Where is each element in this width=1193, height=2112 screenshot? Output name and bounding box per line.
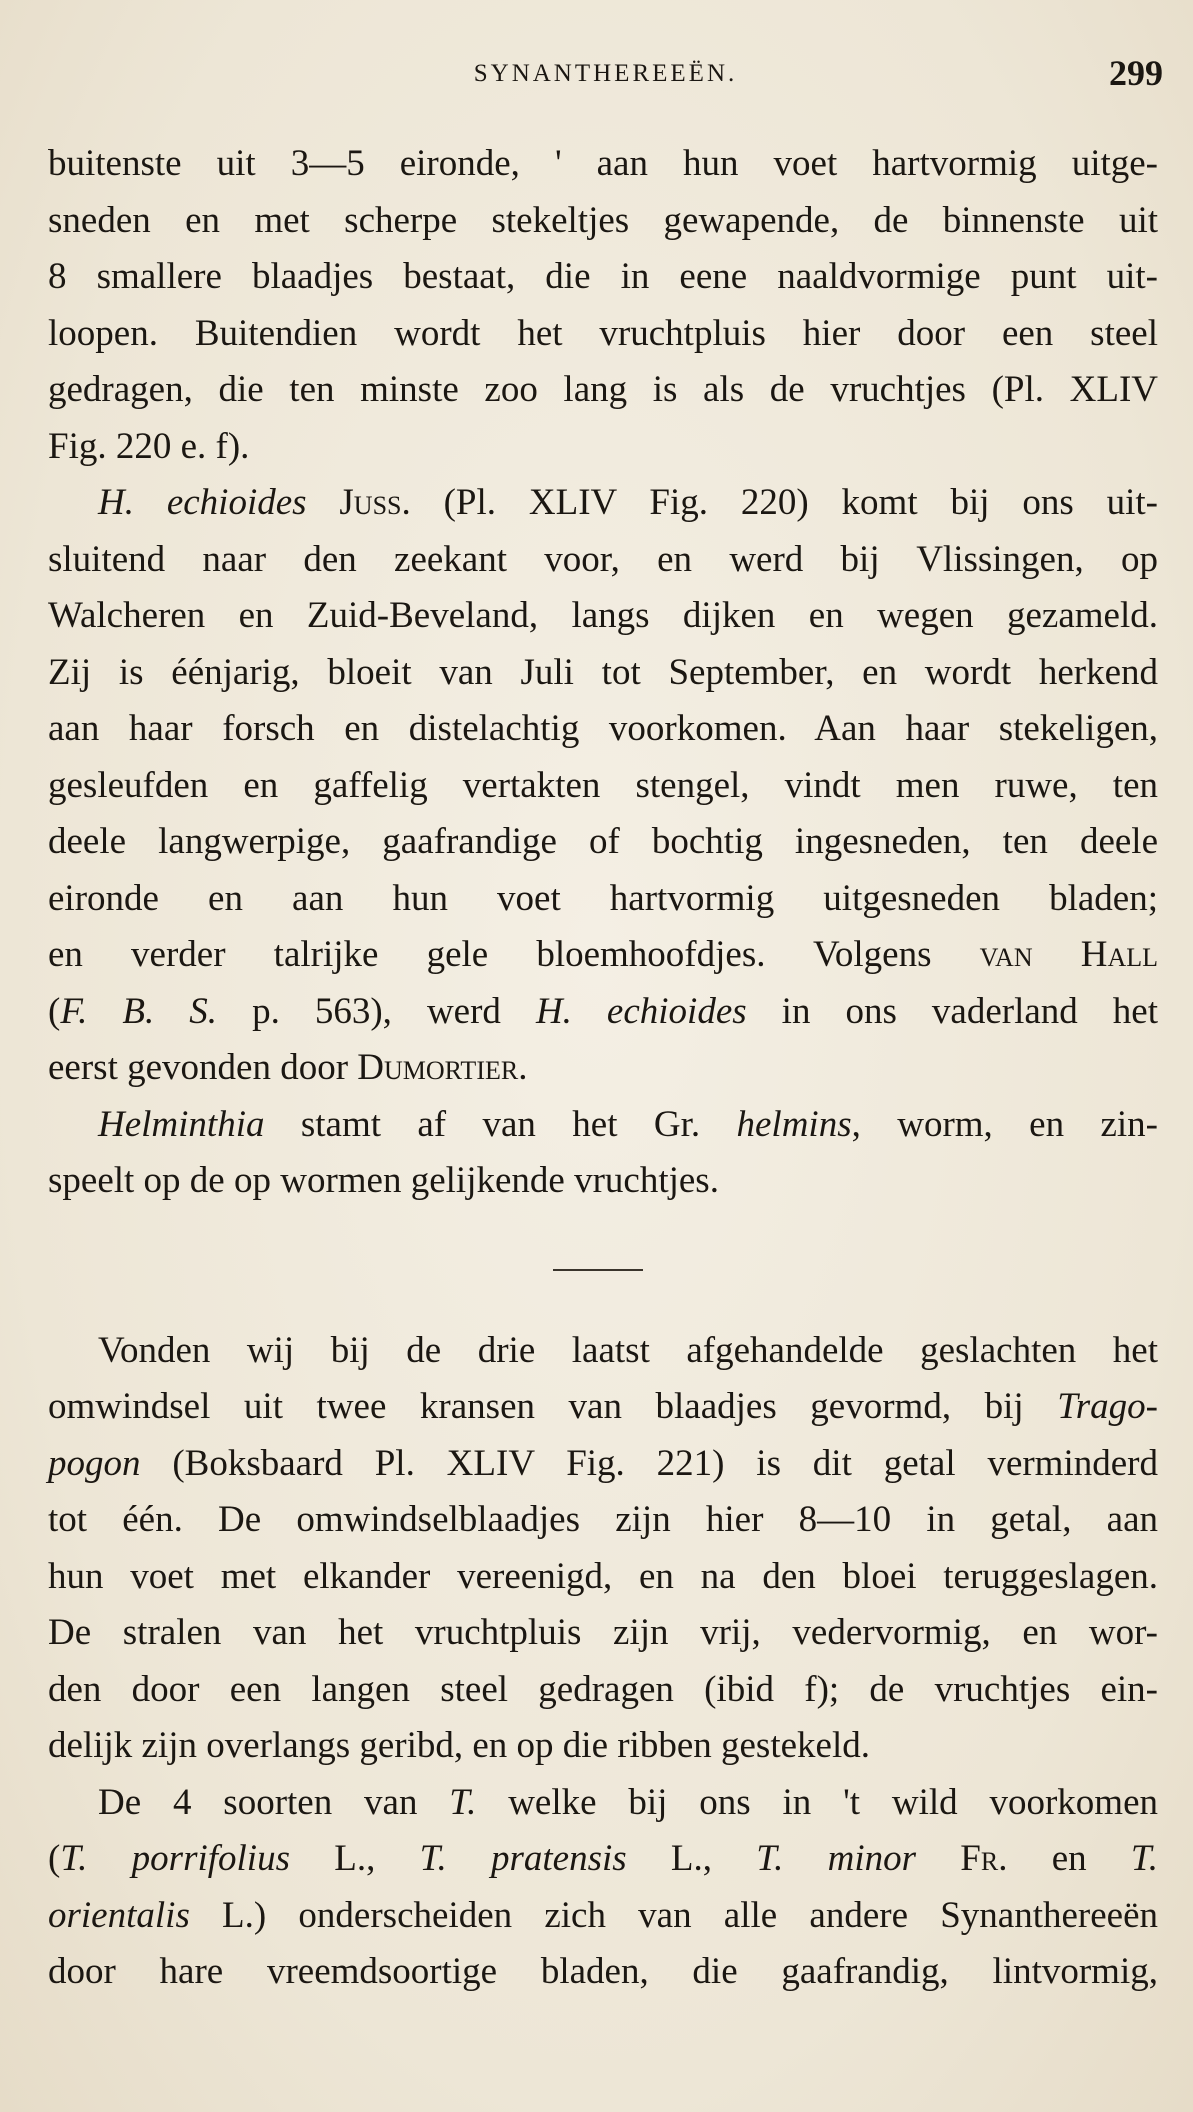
page-body — [48, 136, 1158, 2001]
text-line: Helminthia stamt af van het Gr. helmins, worm, en zin- — [98, 1103, 1158, 1145]
text-line: speelt op de op wormen gelijkende vruchtjes. — [48, 1160, 719, 1201]
text-line: Zij is éénjarig, bloeit van Juli tot September, en wordt herkend — [48, 651, 1158, 693]
species-name: H. echioides — [98, 482, 307, 523]
text-line: orientalis L.) onderscheiden zich van alle andere Synanthereeën — [48, 1894, 1158, 1936]
running-head: SYNANTHEREEËN. — [473, 60, 738, 87]
greek-term: helmins — [736, 1103, 852, 1145]
page-number: 299 — [1109, 53, 1163, 93]
text-line: (F. B. S. p. 563), werd H. echioides in ons vaderland het — [48, 990, 1158, 1032]
text-line: deele langwerpige, gaafrandige of bochtig ingesneden, ten deele — [48, 821, 1158, 862]
text-line: sluitend naar den zeekant voor, en werd bij Vlissingen, op — [48, 538, 1158, 580]
text-line: gedragen, die ten minste zoo lang is als de vruchtjes (Pl. XLIV — [48, 369, 1158, 410]
genus-name: Helminthia — [98, 1103, 265, 1145]
paragraph-3 — [48, 1097, 1158, 1210]
text-line: delijk zijn overlangs geribd, en op die ribben gestekeld. — [48, 1725, 870, 1766]
text-line: omwindsel uit twee kransen van blaadjes gevormd, bij Trago- — [48, 1386, 1158, 1427]
text-line: Vonden wij bij de drie laatst afgehandelde geslachten het — [98, 1329, 1158, 1371]
text-line: gesleufden en gaffelig vertakten stengel, vindt men ruwe, ten — [48, 764, 1158, 806]
text-line: 8 smallere blaadjes bestaat, die in eene naaldvormige punt uit- — [48, 256, 1158, 297]
paragraph-5 — [48, 1775, 1158, 2001]
species-name: T. porrifolius — [60, 1838, 290, 1879]
citation: F. B. S. — [60, 990, 218, 1032]
text-line: sneden en met scherpe stekeltjes gewapende, de binnenste uit — [48, 199, 1158, 241]
species-name: T. minor — [756, 1838, 917, 1879]
text-line: eerst gevonden door Dumortier. — [48, 1047, 528, 1088]
text-line: loopen. Buitendien wordt het vruchtpluis hier door een steel — [48, 312, 1158, 354]
section-gap — [48, 1210, 1158, 1323]
genus-name: pogon — [48, 1442, 141, 1484]
author-name: Fr. — [960, 1838, 1008, 1879]
text-line: De 4 soorten van T. welke bij ons in 't wild voorkomen — [98, 1781, 1158, 1823]
text-line: Fig. 220 e. f). — [48, 425, 250, 467]
paragraph-2 — [48, 475, 1158, 1097]
text-line: De stralen van het vruchtpluis zijn vrij, vedervormig, en wor- — [48, 1612, 1158, 1653]
text-line: buitenste uit 3—5 eironde, ' aan hun voet hartvormig uitge- — [48, 143, 1158, 184]
section-divider — [553, 1269, 643, 1271]
text-line: hun voet met elkander vereenigd, en na den bloei teruggeslagen. — [48, 1555, 1158, 1597]
author-name: van Hall — [979, 934, 1158, 975]
text-line: aan haar forsch en distelachtig voorkomen. Aan haar stekeligen, — [48, 708, 1158, 749]
page-header — [48, 46, 1163, 96]
text-line: H. echioides Juss. (Pl. XLIV Fig. 220) komt bij ons uit- — [98, 482, 1159, 523]
text-line: Walcheren en Zuid-Beveland, langs dijken en wegen gezameld. — [48, 595, 1158, 636]
genus-name: Trago- — [1057, 1386, 1158, 1427]
author-name: Dumortier — [357, 1047, 519, 1088]
text-line: eironde en aan hun voet hartvormig uitgesneden bladen; — [48, 877, 1158, 919]
species-name: T. pratensis — [419, 1838, 627, 1879]
species-name: orientalis — [48, 1894, 190, 1936]
text-line: pogon (Boksbaard Pl. XLIV Fig. 221) is dit getal verminderd — [48, 1442, 1158, 1484]
author-name: Juss. — [339, 482, 411, 523]
species-name: H. echioides — [535, 990, 747, 1032]
text-line: en verder talrijke gele bloemhoofdjes. Volgens van Hall — [48, 934, 1158, 975]
paragraph-1 — [48, 136, 1158, 475]
paragraph-4 — [48, 1323, 1158, 1775]
text-line: door hare vreemdsoortige bladen, die gaafrandig, lintvormig, — [48, 1951, 1158, 1992]
text-line: (T. porrifolius L., T. pratensis L., T. minor Fr. en T. — [48, 1838, 1159, 1879]
text-line: den door een langen steel gedragen (ibid f); de vruchtjes ein- — [48, 1668, 1158, 1710]
genus-abbrev: T. — [449, 1781, 477, 1823]
text-line: tot één. De omwindselblaadjes zijn hier 8—10 in getal, aan — [48, 1499, 1158, 1540]
genus-abbrev: T. — [1130, 1838, 1159, 1879]
